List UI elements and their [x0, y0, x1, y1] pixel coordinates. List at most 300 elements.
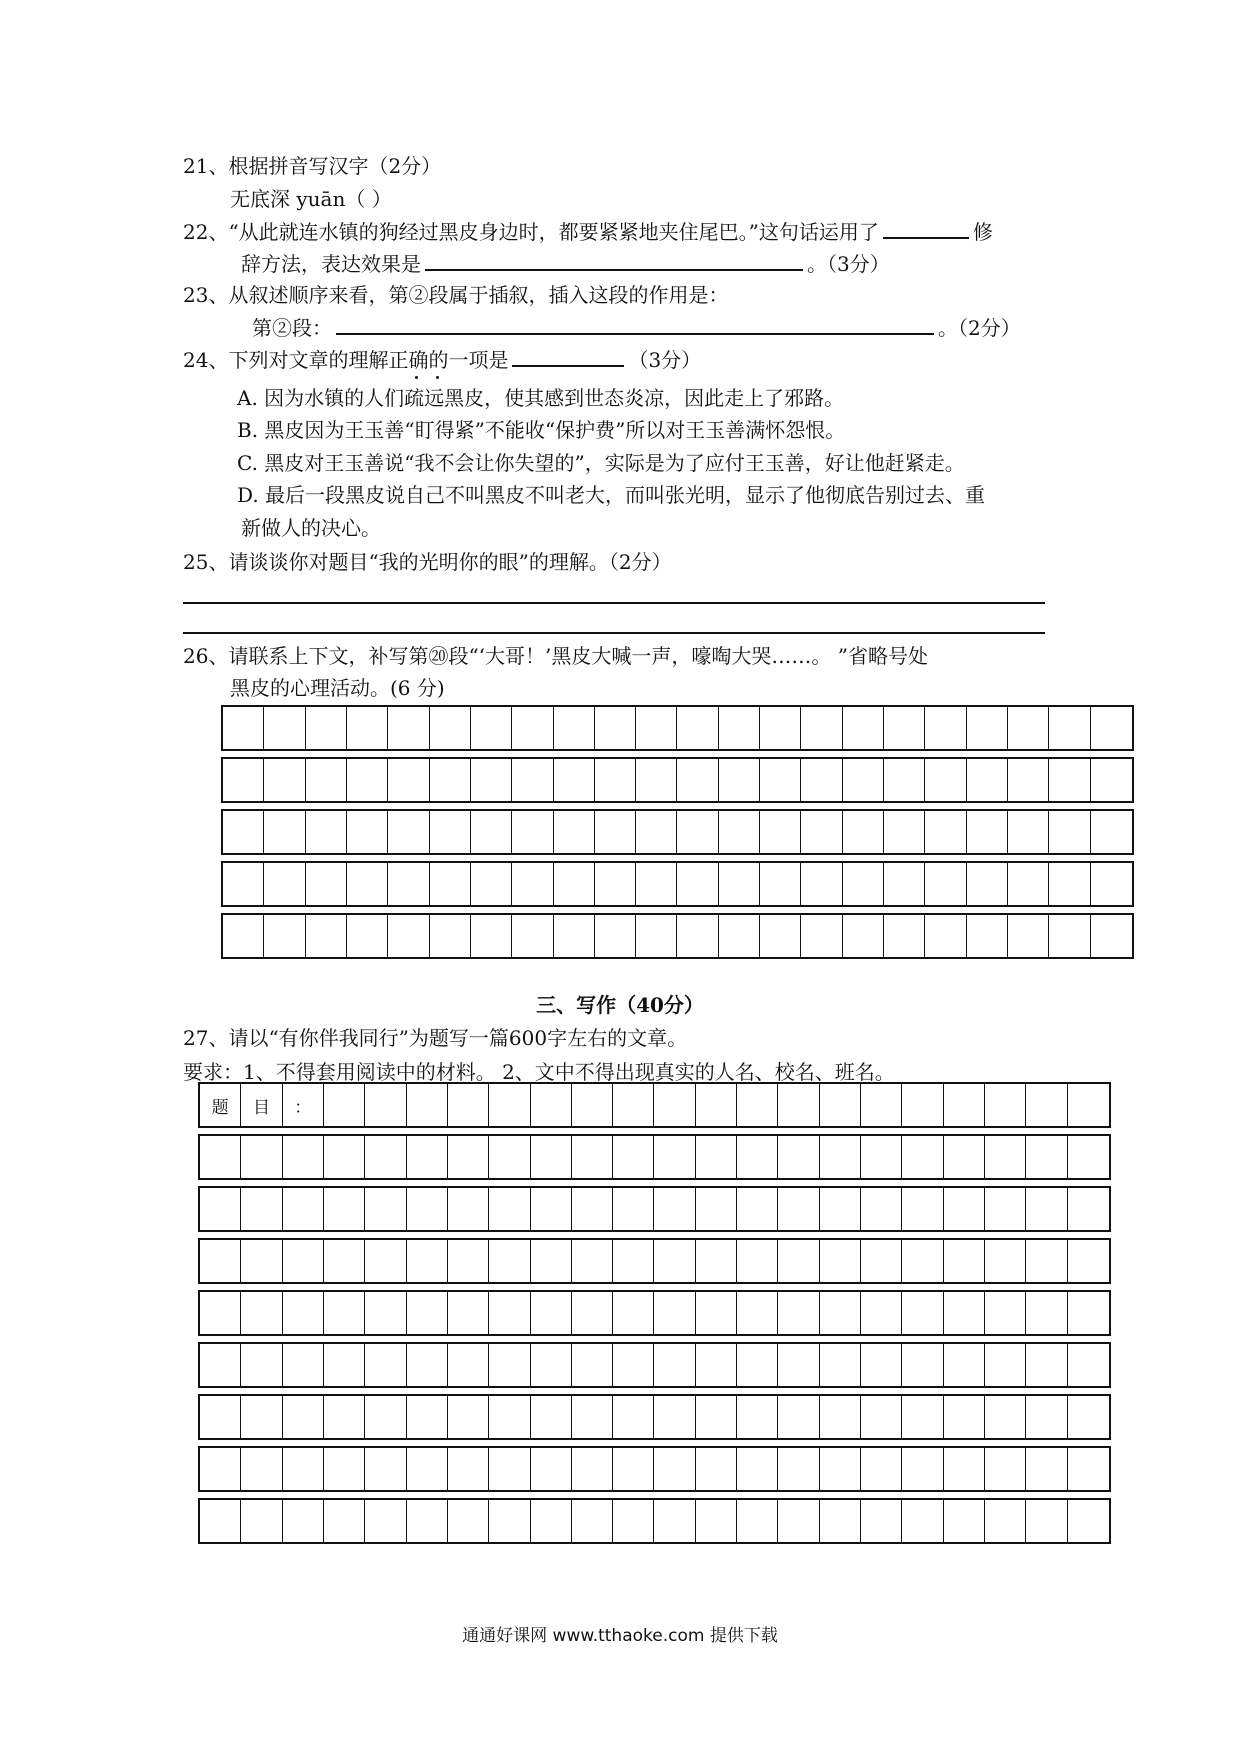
grid-cell[interactable]	[778, 1136, 819, 1178]
grid-cell[interactable]	[902, 1344, 943, 1386]
grid-cell[interactable]	[613, 1500, 654, 1542]
grid-cell[interactable]	[861, 1084, 902, 1126]
grid-cell[interactable]	[654, 1500, 695, 1542]
grid-cell[interactable]	[572, 1136, 613, 1178]
grid-cell[interactable]	[471, 759, 512, 801]
grid-cell[interactable]	[430, 863, 471, 905]
grid-cell[interactable]	[1068, 1448, 1109, 1490]
grid-cell[interactable]	[967, 863, 1008, 905]
grid-cell[interactable]	[1026, 1240, 1067, 1282]
grid-cell[interactable]	[636, 915, 677, 957]
grid-cell[interactable]	[554, 707, 595, 749]
grid-cell[interactable]	[760, 915, 801, 957]
grid-cell[interactable]	[967, 707, 1008, 749]
grid-cell[interactable]	[388, 915, 429, 957]
grid-cell[interactable]	[967, 915, 1008, 957]
grid-cell[interactable]	[884, 863, 925, 905]
grid-cell[interactable]	[613, 1396, 654, 1438]
grid-cell[interactable]	[696, 1500, 737, 1542]
grid-cell[interactable]	[884, 811, 925, 853]
grid-cell[interactable]	[365, 1292, 406, 1334]
grid-cell[interactable]	[1091, 707, 1132, 749]
grid-cell[interactable]	[283, 1136, 324, 1178]
grid-cell[interactable]	[1026, 1084, 1067, 1126]
grid-cell[interactable]	[531, 1136, 572, 1178]
grid-cell[interactable]	[471, 915, 512, 957]
grid-cell[interactable]	[306, 759, 347, 801]
grid-cell[interactable]	[430, 759, 471, 801]
grid-cell[interactable]	[241, 1344, 282, 1386]
grid-cell[interactable]	[448, 1500, 489, 1542]
grid-cell[interactable]	[448, 1136, 489, 1178]
grid-cell[interactable]	[1008, 707, 1049, 749]
grid-cell[interactable]	[324, 1448, 365, 1490]
grid-cell[interactable]	[489, 1396, 530, 1438]
grid-cell[interactable]	[613, 1448, 654, 1490]
grid-cell[interactable]	[861, 1500, 902, 1542]
grid-cell[interactable]	[407, 1344, 448, 1386]
grid-cell[interactable]	[1008, 863, 1049, 905]
grid-cell[interactable]	[737, 1084, 778, 1126]
grid-cell[interactable]	[696, 1396, 737, 1438]
grid-cell[interactable]	[902, 1448, 943, 1490]
grid-cell[interactable]	[531, 1188, 572, 1230]
grid-cell[interactable]	[843, 811, 884, 853]
grid-cell[interactable]	[223, 811, 264, 853]
grid-cell[interactable]	[200, 1500, 241, 1542]
grid-cell[interactable]	[737, 1344, 778, 1386]
grid-cell[interactable]	[884, 915, 925, 957]
grid-cell[interactable]	[820, 1448, 861, 1490]
grid-cell[interactable]	[654, 1084, 695, 1126]
grid-cell[interactable]	[365, 1396, 406, 1438]
grid-cell[interactable]	[985, 1396, 1026, 1438]
q22-blank-effect[interactable]	[425, 251, 803, 271]
grid-cell[interactable]	[388, 759, 429, 801]
grid-cell[interactable]	[200, 1136, 241, 1178]
grid-cell[interactable]	[324, 1500, 365, 1542]
grid-cell[interactable]	[595, 915, 636, 957]
grid-cell[interactable]	[636, 759, 677, 801]
grid-cell[interactable]	[1008, 759, 1049, 801]
grid-cell[interactable]	[1091, 759, 1132, 801]
grid-cell[interactable]	[512, 707, 553, 749]
grid-cell[interactable]	[677, 863, 718, 905]
grid-cell[interactable]	[448, 1448, 489, 1490]
grid-cell[interactable]	[820, 1240, 861, 1282]
grid-cell[interactable]	[778, 1396, 819, 1438]
grid-cell[interactable]	[843, 915, 884, 957]
grid-cell[interactable]	[944, 1188, 985, 1230]
grid-cell[interactable]	[985, 1344, 1026, 1386]
grid-cell[interactable]	[347, 811, 388, 853]
grid-cell[interactable]	[843, 863, 884, 905]
grid-cell[interactable]	[967, 811, 1008, 853]
grid-cell[interactable]	[306, 811, 347, 853]
grid-cell[interactable]	[407, 1188, 448, 1230]
grid-cell[interactable]	[283, 1396, 324, 1438]
grid-cell[interactable]	[654, 1188, 695, 1230]
grid-cell[interactable]	[471, 863, 512, 905]
grid-cell[interactable]	[737, 1500, 778, 1542]
q25-answer-line[interactable]	[183, 632, 1045, 634]
grid-cell[interactable]	[1049, 811, 1090, 853]
grid-cell[interactable]	[365, 1136, 406, 1178]
grid-cell[interactable]	[1091, 915, 1132, 957]
grid-cell[interactable]	[636, 707, 677, 749]
grid-cell[interactable]	[902, 1292, 943, 1334]
grid-cell[interactable]	[1026, 1188, 1067, 1230]
grid-cell[interactable]	[1068, 1500, 1109, 1542]
grid-cell[interactable]	[264, 811, 305, 853]
grid-cell[interactable]	[760, 811, 801, 853]
grid-cell[interactable]	[925, 811, 966, 853]
grid-cell[interactable]	[1008, 811, 1049, 853]
grid-cell[interactable]	[283, 1292, 324, 1334]
grid-cell[interactable]	[654, 1240, 695, 1282]
grid-cell[interactable]	[778, 1448, 819, 1490]
grid-cell[interactable]	[595, 863, 636, 905]
grid-cell[interactable]	[283, 1448, 324, 1490]
grid-cell[interactable]	[737, 1240, 778, 1282]
grid-cell[interactable]	[801, 811, 842, 853]
grid-cell[interactable]	[223, 707, 264, 749]
grid-cell[interactable]	[531, 1240, 572, 1282]
grid-cell[interactable]	[448, 1344, 489, 1386]
grid-cell[interactable]	[1049, 863, 1090, 905]
grid-cell[interactable]	[407, 1396, 448, 1438]
grid-cell[interactable]	[820, 1136, 861, 1178]
grid-cell[interactable]	[407, 1084, 448, 1126]
grid-cell[interactable]	[306, 707, 347, 749]
grid-cell[interactable]	[1091, 863, 1132, 905]
grid-cell[interactable]	[820, 1396, 861, 1438]
grid-cell[interactable]	[531, 1084, 572, 1126]
grid-cell[interactable]	[820, 1188, 861, 1230]
grid-cell[interactable]	[554, 863, 595, 905]
grid-cell[interactable]	[1068, 1188, 1109, 1230]
grid-cell[interactable]	[719, 811, 760, 853]
grid-cell[interactable]	[654, 1292, 695, 1334]
grid-cell[interactable]	[407, 1448, 448, 1490]
q24-blank-choice[interactable]	[512, 347, 624, 367]
grid-cell[interactable]	[430, 811, 471, 853]
grid-cell[interactable]	[324, 1292, 365, 1334]
grid-cell[interactable]	[388, 707, 429, 749]
grid-cell[interactable]	[306, 915, 347, 957]
grid-cell[interactable]	[223, 863, 264, 905]
grid-cell[interactable]	[264, 863, 305, 905]
grid-cell[interactable]	[636, 811, 677, 853]
grid-cell[interactable]	[1049, 707, 1090, 749]
grid-cell[interactable]	[613, 1344, 654, 1386]
grid-cell[interactable]	[241, 1136, 282, 1178]
grid-cell[interactable]	[944, 1084, 985, 1126]
grid-cell[interactable]: ：	[283, 1084, 324, 1126]
grid-cell[interactable]	[595, 759, 636, 801]
grid-cell[interactable]	[944, 1136, 985, 1178]
grid-cell[interactable]	[554, 811, 595, 853]
grid-cell[interactable]: 目	[241, 1084, 282, 1126]
grid-cell[interactable]	[365, 1344, 406, 1386]
grid-cell[interactable]	[902, 1136, 943, 1178]
grid-cell[interactable]	[861, 1448, 902, 1490]
grid-cell[interactable]	[985, 1500, 1026, 1542]
grid-cell[interactable]	[861, 1396, 902, 1438]
grid-cell[interactable]	[489, 1240, 530, 1282]
grid-cell[interactable]	[1091, 811, 1132, 853]
grid-cell[interactable]	[1026, 1396, 1067, 1438]
grid-cell[interactable]	[944, 1292, 985, 1334]
grid-cell[interactable]	[407, 1240, 448, 1282]
grid-cell[interactable]	[283, 1500, 324, 1542]
grid-cell[interactable]	[430, 707, 471, 749]
q22-blank-rhetoric[interactable]	[883, 219, 969, 239]
grid-cell[interactable]	[760, 759, 801, 801]
grid-cell[interactable]	[944, 1240, 985, 1282]
grid-cell[interactable]	[696, 1344, 737, 1386]
grid-cell[interactable]	[1026, 1500, 1067, 1542]
grid-cell[interactable]	[677, 915, 718, 957]
grid-cell[interactable]	[241, 1292, 282, 1334]
grid-cell[interactable]	[531, 1292, 572, 1334]
grid-cell[interactable]	[861, 1188, 902, 1230]
grid-cell[interactable]	[884, 707, 925, 749]
grid-cell[interactable]	[283, 1188, 324, 1230]
grid-cell[interactable]	[1026, 1292, 1067, 1334]
grid-cell[interactable]	[241, 1448, 282, 1490]
grid-cell[interactable]	[654, 1396, 695, 1438]
grid-cell[interactable]	[531, 1344, 572, 1386]
grid-cell[interactable]	[430, 915, 471, 957]
grid-cell[interactable]	[737, 1292, 778, 1334]
grid-cell[interactable]	[843, 707, 884, 749]
grid-cell[interactable]: 题	[200, 1084, 241, 1126]
grid-cell[interactable]	[902, 1188, 943, 1230]
grid-cell[interactable]	[654, 1136, 695, 1178]
grid-cell[interactable]	[737, 1188, 778, 1230]
grid-cell[interactable]	[778, 1500, 819, 1542]
grid-cell[interactable]	[595, 707, 636, 749]
grid-cell[interactable]	[985, 1240, 1026, 1282]
grid-cell[interactable]	[365, 1084, 406, 1126]
grid-cell[interactable]	[1068, 1344, 1109, 1386]
grid-cell[interactable]	[760, 863, 801, 905]
grid-cell[interactable]	[572, 1344, 613, 1386]
grid-cell[interactable]	[200, 1188, 241, 1230]
grid-cell[interactable]	[512, 915, 553, 957]
grid-cell[interactable]	[489, 1136, 530, 1178]
grid-cell[interactable]	[1068, 1240, 1109, 1282]
grid-cell[interactable]	[572, 1448, 613, 1490]
grid-cell[interactable]	[448, 1188, 489, 1230]
grid-cell[interactable]	[778, 1344, 819, 1386]
grid-cell[interactable]	[1068, 1136, 1109, 1178]
grid-cell[interactable]	[944, 1500, 985, 1542]
grid-cell[interactable]	[613, 1084, 654, 1126]
grid-cell[interactable]	[531, 1500, 572, 1542]
grid-cell[interactable]	[365, 1188, 406, 1230]
grid-cell[interactable]	[489, 1084, 530, 1126]
grid-cell[interactable]	[283, 1344, 324, 1386]
grid-cell[interactable]	[696, 1136, 737, 1178]
grid-cell[interactable]	[365, 1500, 406, 1542]
grid-cell[interactable]	[696, 1240, 737, 1282]
grid-cell[interactable]	[365, 1240, 406, 1282]
grid-cell[interactable]	[636, 863, 677, 905]
grid-cell[interactable]	[200, 1396, 241, 1438]
grid-cell[interactable]	[778, 1084, 819, 1126]
grid-cell[interactable]	[448, 1084, 489, 1126]
grid-cell[interactable]	[613, 1240, 654, 1282]
grid-cell[interactable]	[572, 1188, 613, 1230]
grid-cell[interactable]	[1049, 759, 1090, 801]
grid-cell[interactable]	[324, 1084, 365, 1126]
grid-cell[interactable]	[737, 1396, 778, 1438]
grid-cell[interactable]	[324, 1396, 365, 1438]
grid-cell[interactable]	[448, 1396, 489, 1438]
grid-cell[interactable]	[324, 1344, 365, 1386]
grid-cell[interactable]	[448, 1240, 489, 1282]
grid-cell[interactable]	[554, 915, 595, 957]
grid-cell[interactable]	[820, 1344, 861, 1386]
grid-cell[interactable]	[613, 1188, 654, 1230]
grid-cell[interactable]	[324, 1240, 365, 1282]
grid-cell[interactable]	[489, 1188, 530, 1230]
grid-cell[interactable]	[1026, 1136, 1067, 1178]
q25-answer-line[interactable]	[183, 602, 1045, 604]
grid-cell[interactable]	[407, 1292, 448, 1334]
grid-cell[interactable]	[512, 863, 553, 905]
grid-cell[interactable]	[760, 707, 801, 749]
grid-cell[interactable]	[820, 1292, 861, 1334]
grid-cell[interactable]	[347, 707, 388, 749]
grid-cell[interactable]	[324, 1188, 365, 1230]
grid-cell[interactable]	[223, 915, 264, 957]
grid-cell[interactable]	[737, 1136, 778, 1178]
grid-cell[interactable]	[925, 707, 966, 749]
grid-cell[interactable]	[264, 759, 305, 801]
grid-cell[interactable]	[407, 1500, 448, 1542]
grid-cell[interactable]	[572, 1084, 613, 1126]
grid-cell[interactable]	[861, 1292, 902, 1334]
grid-cell[interactable]	[489, 1448, 530, 1490]
grid-cell[interactable]	[264, 707, 305, 749]
q23-blank-answer[interactable]	[336, 315, 934, 335]
grid-cell[interactable]	[1026, 1344, 1067, 1386]
grid-cell[interactable]	[347, 863, 388, 905]
grid-cell[interactable]	[778, 1188, 819, 1230]
grid-cell[interactable]	[283, 1240, 324, 1282]
grid-cell[interactable]	[944, 1396, 985, 1438]
grid-cell[interactable]	[719, 863, 760, 905]
grid-cell[interactable]	[677, 811, 718, 853]
grid-cell[interactable]	[595, 811, 636, 853]
grid-cell[interactable]	[985, 1448, 1026, 1490]
grid-cell[interactable]	[471, 707, 512, 749]
grid-cell[interactable]	[696, 1188, 737, 1230]
grid-cell[interactable]	[925, 863, 966, 905]
grid-cell[interactable]	[531, 1448, 572, 1490]
grid-cell[interactable]	[719, 915, 760, 957]
grid-cell[interactable]	[737, 1448, 778, 1490]
grid-cell[interactable]	[820, 1500, 861, 1542]
grid-cell[interactable]	[347, 759, 388, 801]
grid-cell[interactable]	[241, 1240, 282, 1282]
grid-cell[interactable]	[696, 1292, 737, 1334]
grid-cell[interactable]	[407, 1136, 448, 1178]
grid-cell[interactable]	[861, 1240, 902, 1282]
grid-cell[interactable]	[388, 811, 429, 853]
grid-cell[interactable]	[801, 915, 842, 957]
grid-cell[interactable]	[985, 1188, 1026, 1230]
grid-cell[interactable]	[613, 1292, 654, 1334]
grid-cell[interactable]	[241, 1396, 282, 1438]
grid-cell[interactable]	[572, 1500, 613, 1542]
grid-cell[interactable]	[1068, 1084, 1109, 1126]
grid-cell[interactable]	[572, 1292, 613, 1334]
grid-cell[interactable]	[241, 1500, 282, 1542]
grid-cell[interactable]	[489, 1292, 530, 1334]
grid-cell[interactable]	[241, 1188, 282, 1230]
grid-cell[interactable]	[365, 1448, 406, 1490]
grid-cell[interactable]	[985, 1084, 1026, 1126]
grid-cell[interactable]	[448, 1292, 489, 1334]
grid-cell[interactable]	[985, 1136, 1026, 1178]
grid-cell[interactable]	[347, 915, 388, 957]
grid-cell[interactable]	[264, 915, 305, 957]
grid-cell[interactable]	[719, 759, 760, 801]
grid-cell[interactable]	[654, 1344, 695, 1386]
grid-cell[interactable]	[902, 1240, 943, 1282]
grid-cell[interactable]	[489, 1500, 530, 1542]
grid-cell[interactable]	[944, 1448, 985, 1490]
grid-cell[interactable]	[200, 1240, 241, 1282]
grid-cell[interactable]	[1049, 915, 1090, 957]
grid-cell[interactable]	[861, 1136, 902, 1178]
grid-cell[interactable]	[200, 1448, 241, 1490]
grid-cell[interactable]	[696, 1448, 737, 1490]
grid-cell[interactable]	[677, 707, 718, 749]
grid-cell[interactable]	[306, 863, 347, 905]
grid-cell[interactable]	[388, 863, 429, 905]
grid-cell[interactable]	[843, 759, 884, 801]
grid-cell[interactable]	[1068, 1292, 1109, 1334]
grid-cell[interactable]	[531, 1396, 572, 1438]
grid-cell[interactable]	[902, 1396, 943, 1438]
grid-cell[interactable]	[677, 759, 718, 801]
grid-cell[interactable]	[778, 1292, 819, 1334]
grid-cell[interactable]	[512, 811, 553, 853]
grid-cell[interactable]	[967, 759, 1008, 801]
grid-cell[interactable]	[801, 863, 842, 905]
grid-cell[interactable]	[719, 707, 760, 749]
grid-cell[interactable]	[654, 1448, 695, 1490]
grid-cell[interactable]	[1068, 1396, 1109, 1438]
grid-cell[interactable]	[572, 1240, 613, 1282]
grid-cell[interactable]	[1008, 915, 1049, 957]
grid-cell[interactable]	[985, 1292, 1026, 1334]
grid-cell[interactable]	[613, 1136, 654, 1178]
grid-cell[interactable]	[489, 1344, 530, 1386]
grid-cell[interactable]	[801, 707, 842, 749]
grid-cell[interactable]	[902, 1500, 943, 1542]
grid-cell[interactable]	[902, 1084, 943, 1126]
grid-cell[interactable]	[200, 1344, 241, 1386]
grid-cell[interactable]	[512, 759, 553, 801]
grid-cell[interactable]	[1026, 1448, 1067, 1490]
grid-cell[interactable]	[925, 915, 966, 957]
